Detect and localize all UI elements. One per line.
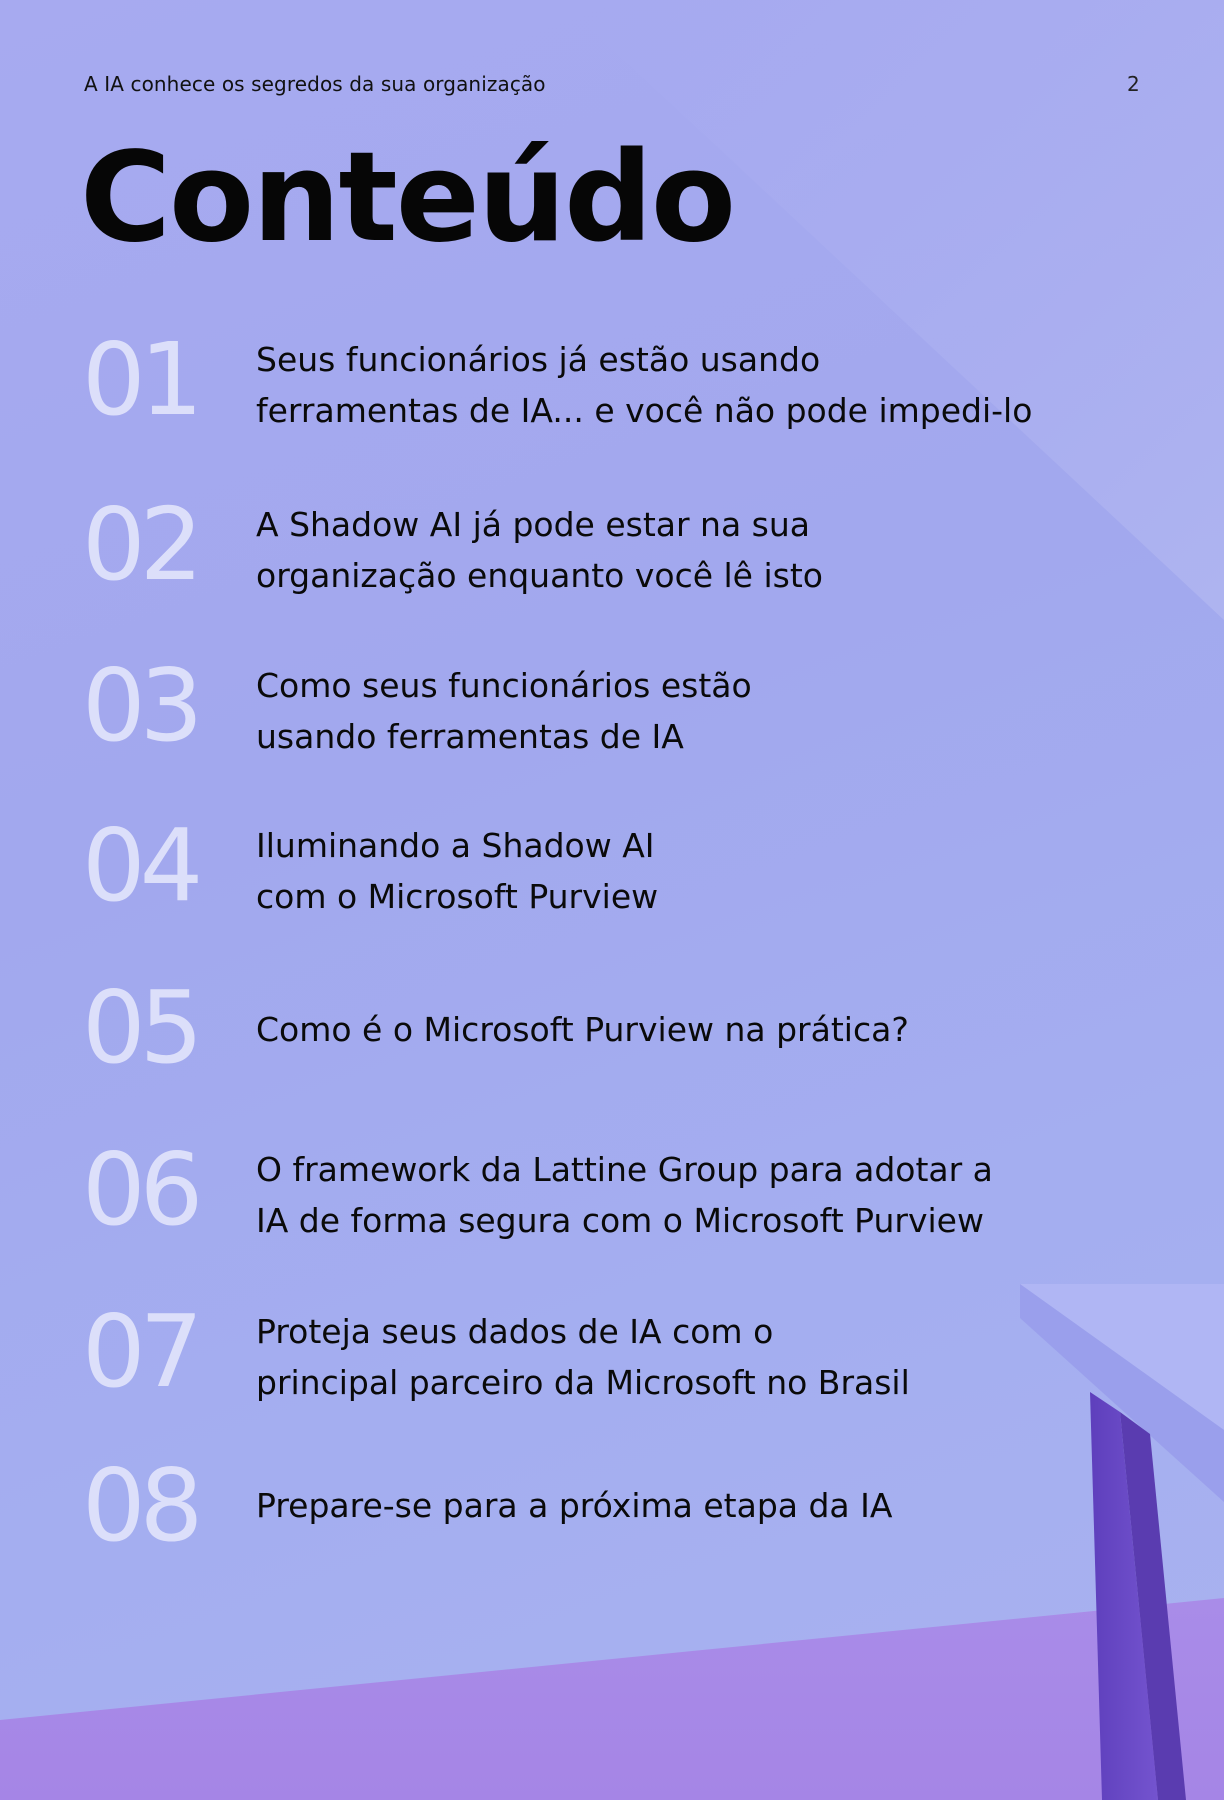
- toc-item-08[interactable]: [0, 1447, 1224, 1576]
- toc-item-04[interactable]: [0, 807, 1224, 936]
- toc-number: 02: [82, 486, 198, 603]
- toc-item-05[interactable]: [0, 969, 1224, 1098]
- toc-number: 05: [82, 969, 198, 1086]
- toc-entry-text: [256, 1480, 1116, 1531]
- toc-entry-text: [256, 1004, 1116, 1055]
- toc-item-07[interactable]: [0, 1293, 1224, 1422]
- toc-number: 04: [82, 807, 198, 924]
- toc-number: 07: [82, 1293, 198, 1410]
- toc-entry-text: [256, 1144, 1116, 1246]
- toc-entry-line: Iluminando a Shadow AI: [256, 826, 655, 865]
- toc-entry-text: [256, 820, 1116, 922]
- toc-entry-line: Prepare-se para a próxima etapa da IA: [256, 1486, 893, 1525]
- toc-number: 06: [82, 1131, 198, 1248]
- toc-number: 08: [82, 1447, 198, 1564]
- toc-entry-line: organização enquanto você lê isto: [256, 556, 823, 595]
- toc-number: 01: [82, 321, 198, 438]
- toc-entry-line: Seus funcionários já estão usando: [256, 340, 821, 379]
- toc-entry-line: Proteja seus dados de IA com o: [256, 1312, 774, 1351]
- toc-number: 03: [82, 647, 198, 764]
- contents-heading: Conteúdo: [80, 126, 735, 270]
- toc-entry-line: O framework da Lattine Group para adotar a: [256, 1150, 993, 1189]
- toc-entry-line: usando ferramentas de IA: [256, 717, 684, 756]
- toc-entry-line: com o Microsoft Purview: [256, 877, 659, 916]
- toc-entry-line: ferramentas de IA... e você não pode impedi-lo: [256, 391, 1033, 430]
- toc-entry-line: principal parceiro da Microsoft no Brasil: [256, 1363, 910, 1402]
- document-header-title: A IA conhece os segredos da sua organização: [84, 72, 546, 96]
- toc-entry-line: IA de forma segura com o Microsoft Purview: [256, 1201, 984, 1240]
- toc-item-03[interactable]: [0, 647, 1224, 776]
- toc-entry-text: [256, 499, 1116, 601]
- toc-item-01[interactable]: [0, 321, 1224, 450]
- toc-entry-line: Como seus funcionários estão: [256, 666, 752, 705]
- toc-entry-text: [256, 1306, 1116, 1408]
- toc-entry-line: A Shadow AI já pode estar na sua: [256, 505, 810, 544]
- toc-entry-text: [256, 334, 1116, 436]
- toc-item-06[interactable]: [0, 1131, 1224, 1260]
- toc-item-02[interactable]: [0, 486, 1224, 615]
- toc-entry-text: [256, 660, 1116, 762]
- page-number: 2: [1127, 72, 1140, 96]
- toc-entry-line: Como é o Microsoft Purview na prática?: [256, 1010, 909, 1049]
